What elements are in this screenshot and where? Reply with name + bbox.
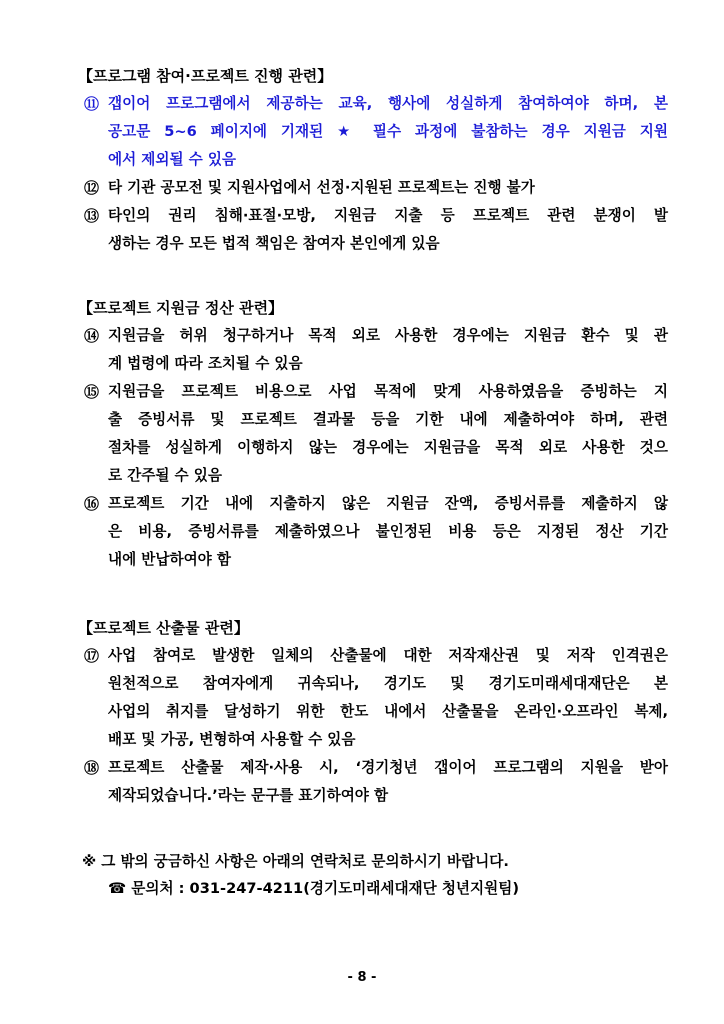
item-line: 갭이어 프로그램에서 제공하는 교육, 행사에 성실하게 참여하여야 하며, 본 <box>108 95 668 112</box>
item-line: 은 비용, 증빙서류를 제출하였으나 불인정된 비용 등은 지정된 정산 기간 <box>108 523 668 540</box>
item-number: ⑱ <box>84 759 100 777</box>
item-18 <box>78 754 668 810</box>
item-14 <box>78 322 668 378</box>
item-number: ⑭ <box>84 327 100 345</box>
item-line: 계 법령에 따라 조치될 수 있음 <box>108 355 303 372</box>
item-number: ⑫ <box>84 179 100 197</box>
item-line: 타인의 권리 침해·표절·모방, 지원금 지출 등 프로젝트 관련 분쟁이 발 <box>108 207 668 224</box>
item-line: 사업의 취지를 달성하기 위한 한도 내에서 산출물을 온라인·오프라인 복제, <box>108 703 668 720</box>
item-line: 공고문 5~6 페이지에 기재된 ★ 필수 과정에 불참하는 경우 지원금 지원 <box>108 123 668 140</box>
item-number: ⑰ <box>84 647 100 665</box>
item-line: 에서 제외될 수 있음 <box>108 151 237 168</box>
item-line: 지원금을 허위 청구하거나 목적 외로 사용한 경우에는 지원금 환수 및 관 <box>108 327 668 344</box>
item-number: ⑬ <box>84 207 100 225</box>
section-program-participation <box>78 62 668 258</box>
item-17 <box>78 642 668 754</box>
item-line: 사업 참여로 발생한 일체의 산출물에 대한 저작재산권 및 저작 인격권은 <box>108 647 668 664</box>
item-line: 생하는 경우 모든 법적 책임은 참여자 본인에게 있음 <box>108 235 440 252</box>
item-line: 절차를 성실하게 이행하지 않는 경우에는 지원금을 목적 외로 사용한 것으 <box>108 439 668 456</box>
item-line: 출 증빙서류 및 프로젝트 결과물 등을 기한 내에 제출하여야 하며, 관련 <box>108 411 668 428</box>
item-line: 프로젝트 기간 내에 지출하지 않은 지원금 잔액, 증빙서류를 제출하지 않 <box>108 495 668 512</box>
item-line: 제작되었습니다.’라는 문구를 표기하여야 함 <box>108 787 389 804</box>
item-15 <box>78 378 668 490</box>
section-heading: 【프로젝트 산출물 관련】 <box>78 619 249 637</box>
item-line: 로 간주될 수 있음 <box>108 467 222 484</box>
contact-info: ☎ 문의처 : 031-247-4211(경기도미래세대재단 청년지원팀) <box>108 880 519 897</box>
closing-note <box>82 848 682 876</box>
item-13 <box>78 202 668 258</box>
item-line: 타 기관 공모전 및 지원사업에서 선정·지원된 프로젝트는 진행 불가 <box>108 179 535 196</box>
note-text: ※ 그 밖의 궁금하신 사항은 아래의 연락처로 문의하시기 바랍니다. <box>82 853 509 870</box>
section-project-output <box>78 614 668 810</box>
item-16 <box>78 490 668 574</box>
item-line: 원천적으로 참여자에게 귀속되나, 경기도 및 경기도미래세대재단은 본 <box>108 675 668 692</box>
item-line: 지원금을 프로젝트 비용으로 사업 목적에 맞게 사용하였음을 증빙하는 지 <box>108 383 668 400</box>
item-line: 배포 및 가공, 변형하여 사용할 수 있음 <box>108 731 356 748</box>
item-12 <box>78 174 668 202</box>
item-line: 내에 반납하여야 함 <box>108 551 231 568</box>
section-heading: 【프로젝트 지원금 정산 관련】 <box>78 299 284 317</box>
section-heading: 【프로그램 참여·프로젝트 진행 관련】 <box>78 67 333 85</box>
item-number: ⑪ <box>84 95 100 113</box>
section-grant-settlement <box>78 294 668 574</box>
item-line: 프로젝트 산출물 제작·사용 시, ‘경기청년 갭이어 프로그램의 지원을 받아 <box>108 759 668 776</box>
item-number: ⑮ <box>84 383 100 401</box>
page-number: - 8 - <box>347 970 377 985</box>
item-11 <box>78 90 668 174</box>
item-number: ⑯ <box>84 495 100 513</box>
